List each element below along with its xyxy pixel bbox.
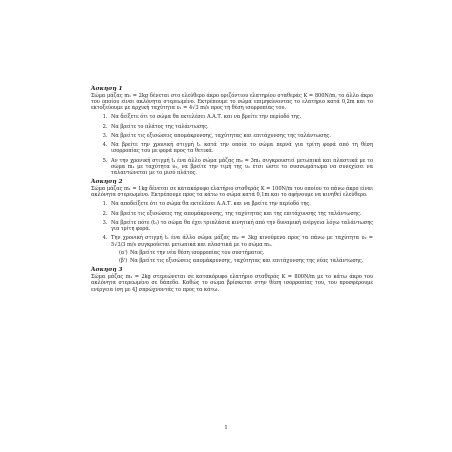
sub-question-text: Να βρείτε την νέα θέση ισορροπίας του συστήματος.	[130, 249, 265, 256]
exercise-2-question-1: 1. Να αποδείξετε ότι το σώμα θα εκτελέσει Α.Α.Τ. και να βρείτε την περίοδό της.	[109, 201, 373, 207]
exercise-2-questions	[91, 201, 373, 264]
exercise-2-question-4	[109, 235, 373, 264]
exercise-1-question-3: 3. Να βρείτε τις εξισώσεις απομάκρυνσης, ταχύτητας και επιτάχυνσης της ταλάντωσης.	[109, 133, 373, 139]
exercise-1-question-1: 1. Να δείξετε ότι το σώμα θα εκτελέσει Α.Α.Τ. και να βρείτε την περίοδό της.	[109, 114, 373, 120]
exercise-3	[91, 267, 373, 292]
sub-question-marker: (β')	[119, 258, 128, 265]
exercise-2	[91, 179, 373, 264]
exercise-2-question-3: 3. Να βρείτε πότε (t₁) το σώμα θα έχει τριπλάσια κινητική από την δυναμική ενέργεια λόγω ταλάντωσης για τρίτη φορά.	[109, 220, 373, 233]
exercise-2-sub-question-b	[119, 258, 373, 264]
exercise-1-questions	[91, 114, 373, 176]
exercise-1-question-4: 4. Να βρείτε την χρονική στιγμή t₁ κατά την οποία το σώμα περνά για τρίτη φορά από τη θέση ισορροπίας του με φορά προς τα θετικά.	[109, 142, 373, 155]
sub-question-text: Να βρείτε τις εξισώσεις απομάκρυνσης, ταχύτητας και επιτάχυνσης της νέας ταλάντωσης.	[130, 258, 364, 265]
exercise-1-question-5: 5. Αν την χρονική στιγμή t₁ ένα άλλο σώμα μάζας m₂ = 3m₁ συγκρουστεί μετωπικά και πλαστικά με το σώμα m₁ με ταχύτητα υ₂, να βρείτε την τιμή της υ₂ έτσι ώστε το συσσωμάτωμα να συνεχίσει να ταλαντώνεται με το μισό πλάτος.	[109, 158, 373, 177]
exercise-1-intro: Σώμα μάζας m₁ = 2kg δένεται στο ελεύθερο άκρο οριζόντιου ελατηρίου σταθεράς K = 800N/m, το άλλο άκρο του οποίου είναι ακλόνητα στερεωμένο. Εκτρέπουμε το σώμα επιμηκύνοντας το ελατήριο κατά 0,2m και το εκτοξεύουμε με αρχική ταχύτητα υ₁ = 4√3 m/s προς τη θέση ισορροπίας του.	[91, 92, 373, 112]
exercise-3-title: Άσκηση 3	[91, 267, 123, 274]
exercise-2-sub-questions	[111, 250, 373, 265]
page-number: 1	[224, 425, 228, 431]
exercise-1	[91, 86, 373, 176]
exercise-2-question-4-text: Την χρονική στιγμή t₁ ένα άλλο σώμα μάζας m₂ = 3kg κινούμενο προς τα πάνω με ταχύτητα υ₂ = 5√3/3 m/s συγκρούεται μετωπικά και πλαστικά με το σώμα m₁.	[111, 235, 373, 248]
exercise-2-intro: Σώμα μάζας m₁ = 1kg δένεται σε κατακόρυφο ελατήριο σταθεράς K = 100N/m του οποίου το πάνω άκρο είναι ακλόνητα στερεωμένο. Εκτρέπουμε προς τα κάτω το σώμα κατά 0,1m και το αφήνουμε να κινηθεί ελεύθερο.	[91, 185, 374, 199]
document-page	[91, 86, 373, 296]
exercise-1-question-2: 2. Να βρείτε το πλάτος της ταλάντωσης.	[109, 124, 373, 130]
exercise-2-title: Άσκηση 2	[91, 179, 123, 186]
exercise-3-intro: Σώμα μάζας m₁ = 2kg στερεώνεται σε κατακόρυφο ελατήριο σταθεράς K = 800N/m με το κάτω άκρο του ακλόνητα στερεωμένο σε δάπεδο. Καθώς το σώμα βρίσκεται στην θέση ισορροπίας του, του προσφέρουμε ενέργεια ίση με 4J σπρώχνοντάς το προς τα κάτω.	[91, 274, 373, 293]
exercise-2-question-2: 2. Να βρείτε τις εξισώσεις της απομάκρυνσης, της ταχύτητας και της επιτάχυνσης της ταλάντωσης.	[109, 211, 373, 217]
sub-question-marker: (α')	[119, 249, 128, 256]
exercise-2-sub-question-a	[119, 250, 373, 256]
exercise-1-title: Άσκηση 1	[91, 86, 123, 92]
